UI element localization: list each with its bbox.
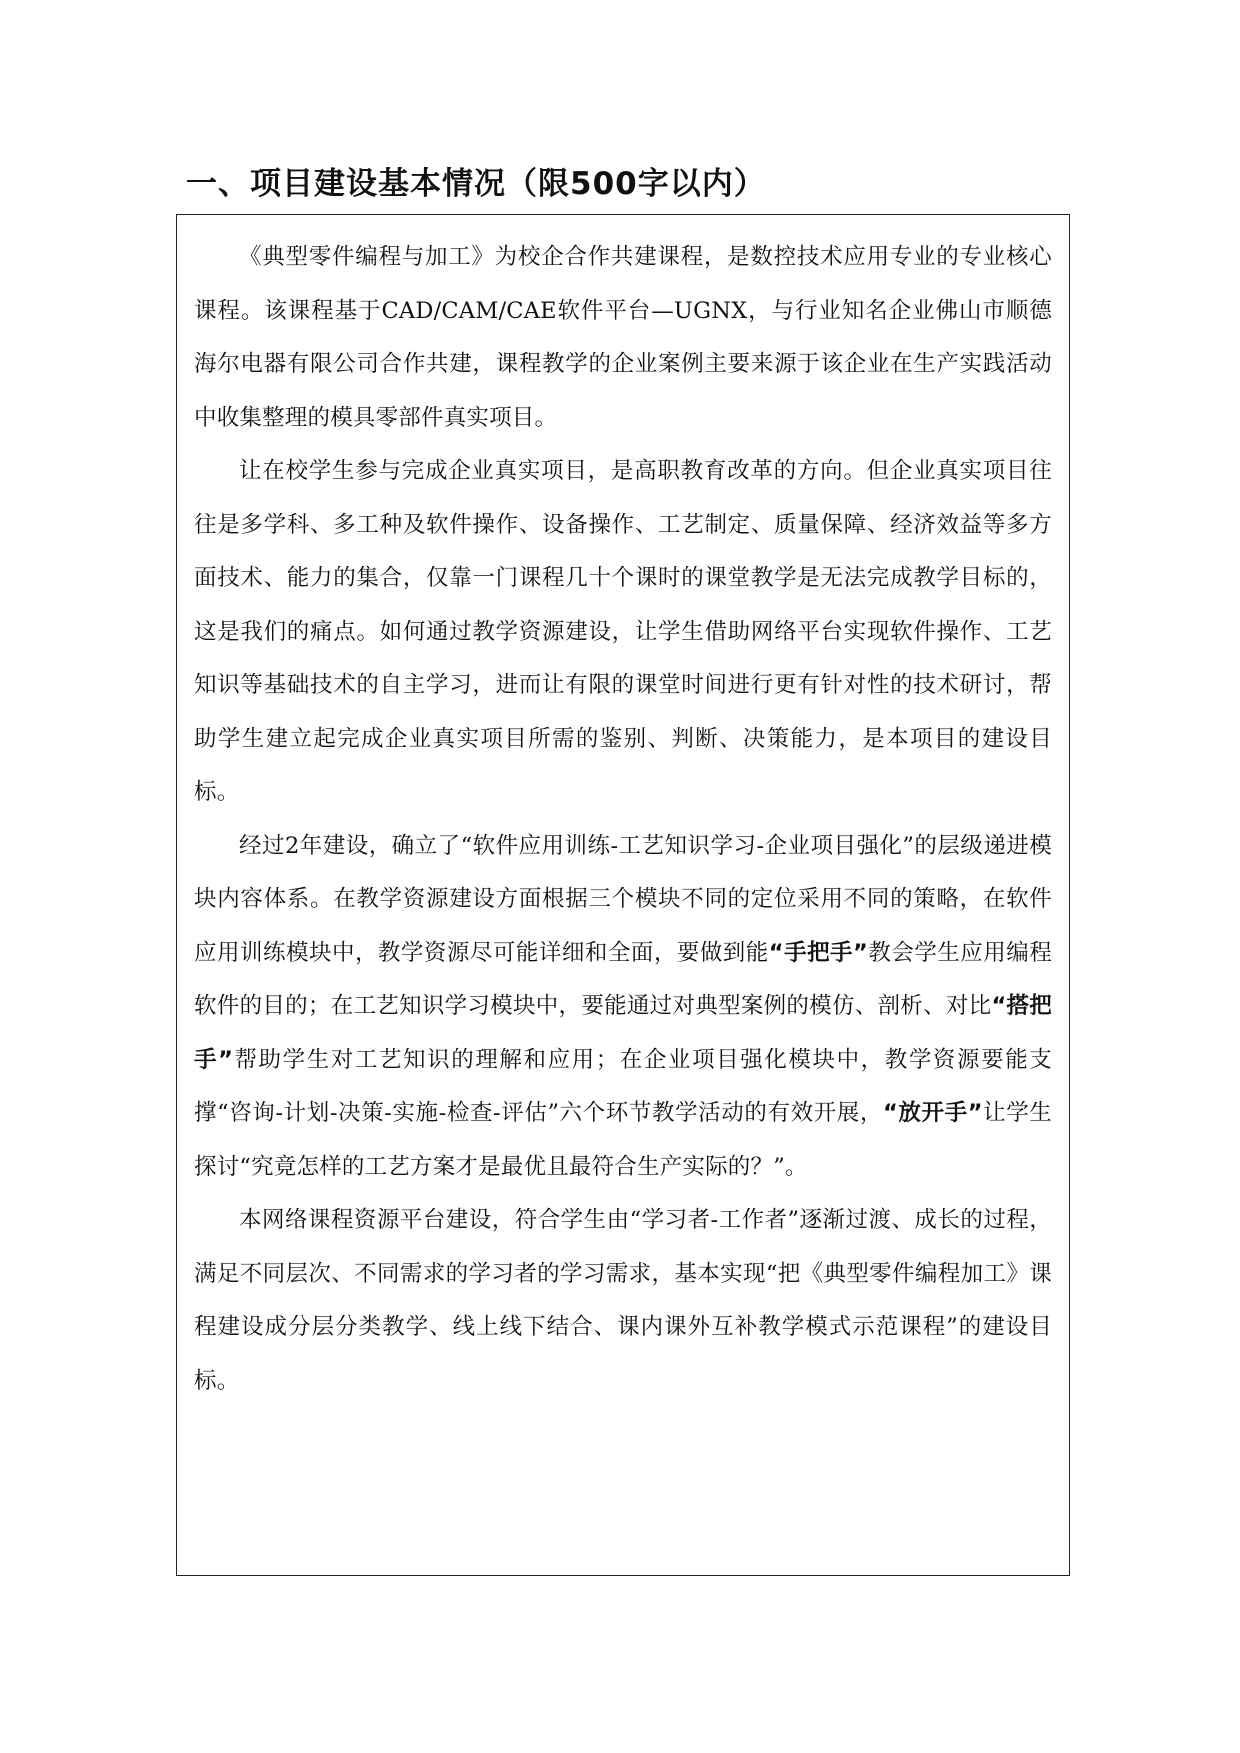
paragraph-summary	[194, 1194, 1052, 1408]
paragraph-text: 经过2年建设，确立了“软件应用训练-工艺知识学习-企业项目强化”的层级递进模块内容体系。在教学资源建设方面根据三个模块不同的定位采用不同的策略，在软件应用训练模块中，教学资源尽可能详细和全面，要做到能	[194, 832, 1052, 966]
emphasis-lend-a-hand: “搭把手”	[194, 993, 1052, 1073]
emphasis-hand-in-hand: “手把手”	[768, 939, 869, 966]
paragraph-problem	[194, 445, 1052, 820]
paragraph-text: 让学生探讨“究竟怎样的工艺方案才是最优且最符合生产实际的？”。	[194, 1100, 1052, 1180]
paragraph-intro	[194, 231, 1052, 445]
paragraph-text: 《典型零件编程与加工》为校企合作共建课程，是数控技术应用专业的专业核心课程。该课程基于CAD/CAM/CAE软件平台—UGNX，与行业知名企业佛山市顺德海尔电器有限公司合作共建，课程教学的企业案例主要来源于该企业在生产实践活动中收集整理的模具零部件真实项目。	[194, 244, 1052, 431]
paragraph-text: 让在校学生参与完成企业真实项目，是高职教育改革的方向。但企业真实项目往往是多学科、多工种及软件操作、设备操作、工艺制定、质量保障、经济效益等多方面技术、能力的集合，仅靠一门课程几十个课时的课堂教学是无法完成教学目标的，这是我们的痛点。如何通过教学资源建设，让学生借助网络平台实现软件操作、工艺知识等基础技术的自主学习，进而让有限的课堂时间进行更有针对性的技术研讨，帮助学生建立起完成企业真实项目所需的鉴别、判断、决策能力，是本项目的建设目标。	[194, 458, 1052, 805]
paragraph-text: 教会学生应用编程软件的目的；在工艺知识学习模块中，要能通过对典型案例的模仿、剖析、对比	[194, 939, 1052, 1019]
paragraph-text: 本网络课程资源平台建设，符合学生由“学习者-工作者”逐渐过渡、成长的过程，满足不同层次、不同需求的学习者的学习需求，基本实现“把《典型零件编程加工》课程建设成分层分类教学、线上线下结合、课内课外互补教学模式示范课程”的建设目标。	[194, 1207, 1052, 1394]
paragraph-construction	[194, 820, 1052, 1195]
section-title: 一、项目建设基本情况（限500字以内）	[186, 166, 766, 202]
content-box	[176, 214, 1070, 1576]
paragraph-text: 帮助学生对工艺知识的理解和应用；在企业项目强化模块中，教学资源要能支撑“咨询-计划-决策-实施-检查-评估”六个环节教学活动的有效开展，	[194, 1046, 1052, 1126]
emphasis-let-go: “放开手”	[883, 1100, 983, 1126]
